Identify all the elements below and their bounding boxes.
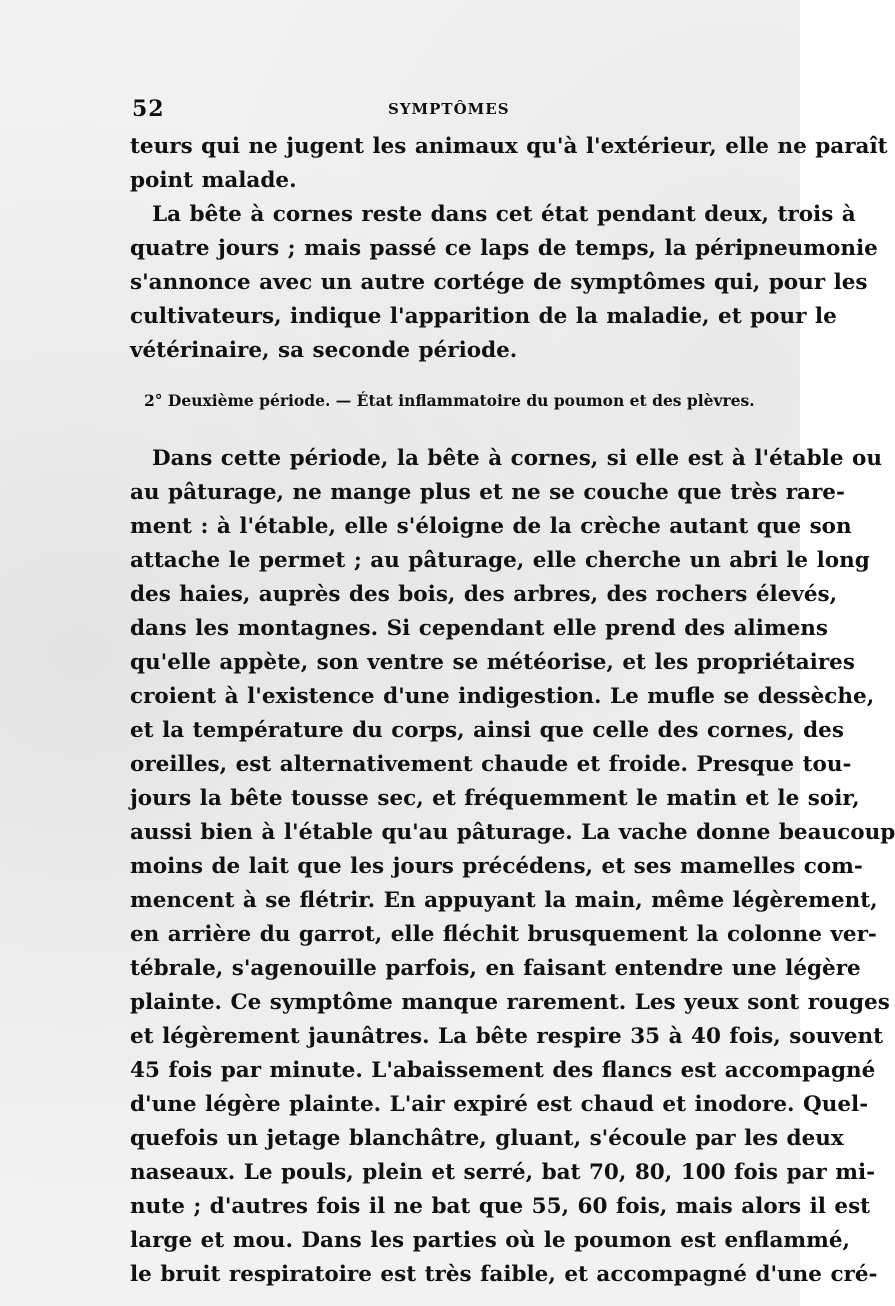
text-line: s'annonce avec un autre cortége de symptômes qui, pour les bbox=[130, 270, 868, 295]
section-title: 2° Deuxième période. — État inflammatoire du poumon et des plèvres. bbox=[144, 391, 755, 410]
text-line: et légèrement jaunâtres. La bête respire 35 à 40 fois, souvent bbox=[130, 1024, 884, 1049]
text-line: au pâturage, ne mange plus et ne se couche que très rare- bbox=[130, 480, 845, 505]
text-line: dans les montagnes. Si cependant elle prend des alimens bbox=[130, 616, 829, 641]
paragraph-3 bbox=[130, 442, 895, 1292]
text-line: des haies, auprès des bois, des arbres, des rochers élevés, bbox=[130, 582, 838, 607]
text-line: qu'elle appète, son ventre se météorise, et les propriétaires bbox=[130, 650, 855, 675]
text-line: oreilles, est alternativement chaude et froide. Presque tou- bbox=[130, 752, 852, 777]
text-line: ment : à l'étable, elle s'éloigne de la crèche autant que son bbox=[130, 514, 852, 539]
text-line: le bruit respiratoire est très faible, et accompagné d'une cré- bbox=[130, 1262, 878, 1287]
text-line: La bête à cornes reste dans cet état pendant deux, trois à bbox=[152, 202, 856, 227]
text-line: cultivateurs, indique l'apparition de la maladie, et pour le bbox=[130, 304, 837, 329]
text-line: plainte. Ce symptôme manque rarement. Les yeux sont rouges bbox=[130, 990, 890, 1015]
paragraph-1 bbox=[130, 130, 888, 198]
text-line: quefois un jetage blanchâtre, gluant, s'écoule par les deux bbox=[130, 1126, 844, 1151]
running-head: SYMPTÔMES bbox=[388, 100, 510, 118]
text-line: croient à l'existence d'une indigestion. Le mufle se dessèche, bbox=[130, 684, 875, 709]
text-line: quatre jours ; mais passé ce laps de temps, la péripneumonie bbox=[130, 236, 878, 261]
text-line: 45 fois par minute. L'abaissement des flancs est accompagné bbox=[130, 1058, 876, 1083]
text-line: en arrière du garrot, elle fléchit brusquement la colonne ver- bbox=[130, 922, 877, 947]
text-line: moins de lait que les jours précédens, et ses mamelles com- bbox=[130, 854, 863, 879]
text-line: Dans cette période, la bête à cornes, si elle est à l'étable ou bbox=[152, 446, 882, 471]
text-line: naseaux. Le pouls, plein et serré, bat 70, 80, 100 fois par mi- bbox=[130, 1160, 876, 1185]
text-line: aussi bien à l'étable qu'au pâturage. La vache donne beaucoup bbox=[130, 820, 895, 845]
text-line: d'une légère plainte. L'air expiré est chaud et inodore. Quel- bbox=[130, 1092, 869, 1117]
text-line: teurs qui ne jugent les animaux qu'à l'extérieur, elle ne paraît bbox=[130, 134, 888, 159]
text-line: point malade. bbox=[130, 168, 297, 193]
text-line: mencent à se flétrir. En appuyant la main, même légèrement, bbox=[130, 888, 878, 913]
text-line: nute ; d'autres fois il ne bat que 55, 60 fois, mais alors il est bbox=[130, 1194, 871, 1219]
page-header bbox=[128, 96, 768, 128]
paragraph-2 bbox=[130, 198, 878, 368]
page-number: 52 bbox=[132, 96, 165, 122]
text-line: et la température du corps, ainsi que celle des cornes, des bbox=[130, 718, 844, 743]
text-line: jours la bête tousse sec, et fréquemment le matin et le soir, bbox=[130, 786, 860, 811]
text-line: tébrale, s'agenouille parfois, en faisant entendre une légère bbox=[130, 956, 861, 981]
text-line: large et mou. Dans les parties où le poumon est enflammé, bbox=[130, 1228, 851, 1253]
body-text bbox=[130, 130, 895, 1292]
text-line: vétérinaire, sa seconde période. bbox=[130, 338, 518, 363]
text-line: attache le permet ; au pâturage, elle cherche un abri le long bbox=[130, 548, 870, 573]
